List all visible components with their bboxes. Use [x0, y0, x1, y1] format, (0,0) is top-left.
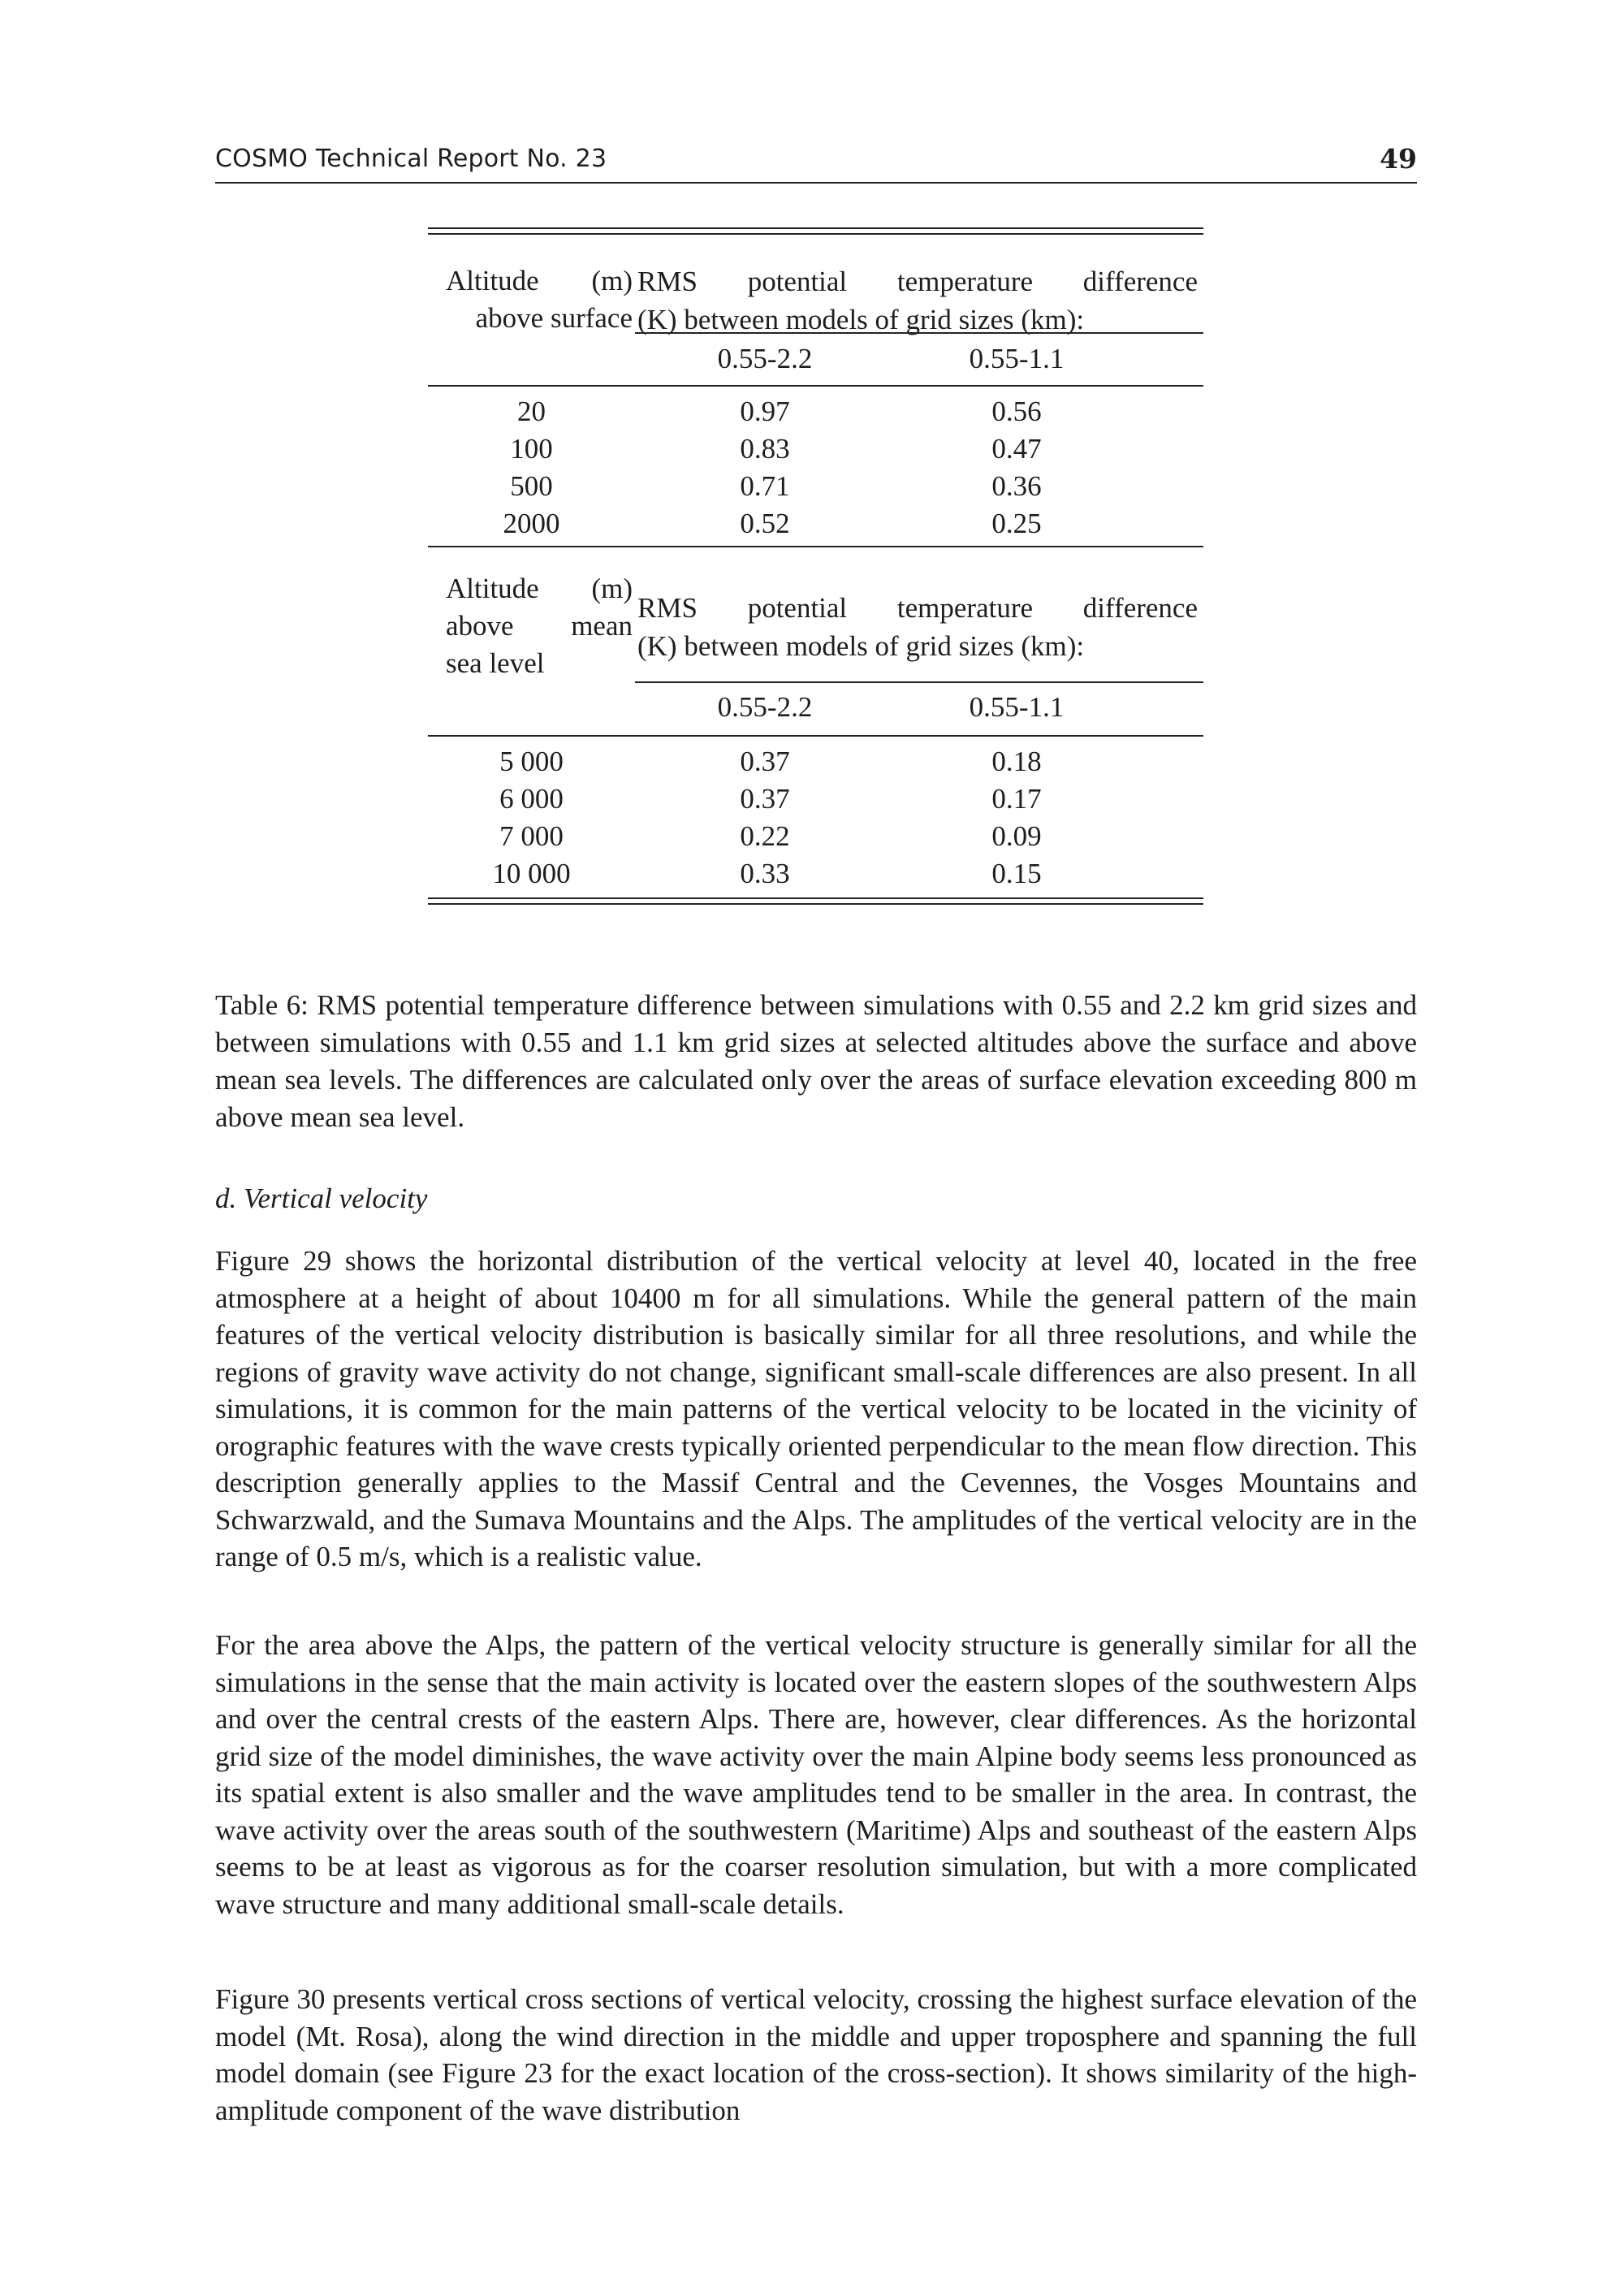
altitude-cell: 20: [517, 396, 546, 427]
column-group-line: RMS potential temperature difference: [637, 592, 1198, 624]
table-bottom-rule: [428, 897, 1203, 905]
column-group-rule: [635, 332, 1203, 334]
altitude-cell: 500: [510, 470, 553, 502]
col-header-0.55-1.1: 0.55-1.1: [969, 691, 1065, 723]
row-label-line: above mean: [446, 610, 633, 642]
subheader-sea-level: [428, 683, 1203, 735]
value-cell: 0.97: [740, 396, 790, 427]
table-top-rule: [428, 227, 1203, 235]
column-group-line: (K) between models of grid sizes (km):: [637, 304, 1085, 335]
table-row: [428, 743, 1203, 780]
value-cell: 0.56: [991, 396, 1042, 427]
value-cell: 0.33: [740, 858, 790, 889]
value-cell: 0.52: [740, 508, 790, 539]
rms-temperature-table: [428, 227, 1203, 905]
col-header-0.55-1.1: 0.55-1.1: [969, 343, 1065, 374]
table-row: [428, 505, 1203, 543]
col-header-0.55-2.2: 0.55-2.2: [717, 691, 813, 723]
value-cell: 0.22: [740, 820, 790, 852]
body-paragraph: Figure 29 shows the horizontal distribution of the vertical velocity at level 40, located in the free atmosphere at a height of about 10400 m for all simulations. While the general pattern of the main features of the vertical velocity distribution is basically similar for all three resolutions, and while the regions of gravity wave activity do not change, significant small-scale differences are also present. In all simulations, it is common for the main patterns of the vertical velocity to be located in the vicinity of orographic features with the wave crests typically oriented perpendicular to the mean flow direction. This description generally applies to the Massif Central and the Cevennes, the Vosges Mountains and Schwarzwald, and the Sumava Mountains and the Alps. The amplitudes of the vertical velocity are in the range of 0.5 m/s, which is a realistic value.: [215, 1245, 1417, 1572]
subheader-surface: [428, 335, 1203, 385]
altitude-cell: 10 000: [492, 858, 571, 889]
value-cell: 0.47: [991, 433, 1042, 465]
col-header-0.55-2.2: 0.55-2.2: [717, 343, 813, 374]
value-cell: 0.18: [991, 746, 1042, 777]
row-label-line: sea level: [446, 647, 545, 679]
body-paragraph: Figure 30 presents vertical cross sections of vertical velocity, crossing the highest surface elevation of the model (Mt. Rosa), along the wind direction in the middle and upper troposphere and spanning the full model domain (see Figure 23 for the exact location of the cross-section). It shows similarity of the high-amplitude component of the wave distribution: [215, 1983, 1417, 2126]
column-group-label: [637, 262, 1198, 339]
value-cell: 0.37: [740, 746, 790, 777]
table-row: [428, 818, 1203, 855]
row-label-line: Altitude (m): [446, 573, 633, 604]
value-cell: 0.83: [740, 433, 790, 465]
running-title: COSMO Technical Report No. 23: [215, 145, 607, 173]
running-header: [215, 143, 1417, 184]
row-label-surface: [446, 262, 633, 337]
altitude-cell: 2000: [503, 508, 560, 539]
column-group-label: [637, 589, 1198, 665]
column-group-line: RMS potential temperature difference: [637, 266, 1198, 297]
value-cell: 0.36: [991, 470, 1042, 502]
row-label-line: above surface: [475, 302, 633, 334]
table-row: [428, 393, 1203, 430]
row-label-line: Altitude (m): [446, 265, 633, 296]
body-paragraph: For the area above the Alps, the pattern of the vertical velocity structure is generally similar for all the simulations in the sense that the main activity is located over the eastern slopes of the southwestern Alps and over the central crests of the eastern Alps. There are, however, clear differences. As the horizontal grid size of the model diminishes, the wave activity over the main Alpine body seems less pronounced as its spatial extent is also smaller and the wave amplitudes tend to be smaller in the area. In contrast, the wave activity over the areas south of the southwestern (Maritime) Alps and southeast of the eastern Alps seems to be at least as vigorous as for the coarser resolution simulation, but with a more complicated wave structure and many additional small-scale details.: [215, 1629, 1417, 1920]
value-cell: 0.25: [991, 508, 1042, 539]
value-cell: 0.09: [991, 820, 1042, 852]
altitude-cell: 6 000: [499, 783, 564, 815]
value-cell: 0.17: [991, 783, 1042, 815]
table-row: [428, 468, 1203, 505]
page-number: 49: [1380, 143, 1417, 175]
value-cell: 0.37: [740, 783, 790, 815]
table-row: [428, 430, 1203, 468]
table-caption: Table 6: RMS potential temperature difference between simulations with 0.55 and 2.2 km grid sizes and between simulations with 0.55 and 1.1 km grid sizes at selected altitudes above the surface and above mean sea levels. The differences are calculated only over the areas of surface elevation exceeding 800 m above mean sea level.: [215, 989, 1417, 1133]
table-header-surface: [428, 235, 1203, 335]
value-cell: 0.71: [740, 470, 790, 502]
value-cell: 0.15: [991, 858, 1042, 889]
row-label-sea-level: [446, 570, 633, 682]
column-group-line: (K) between models of grid sizes (km):: [637, 630, 1085, 662]
table-row: [428, 780, 1203, 818]
table-header-sea-level: [428, 547, 1203, 683]
section-heading: d. Vertical velocity: [215, 1183, 428, 1214]
table-row: [428, 855, 1203, 893]
altitude-cell: 100: [510, 433, 553, 465]
altitude-cell: 5 000: [499, 746, 564, 777]
altitude-cell: 7 000: [499, 820, 564, 852]
